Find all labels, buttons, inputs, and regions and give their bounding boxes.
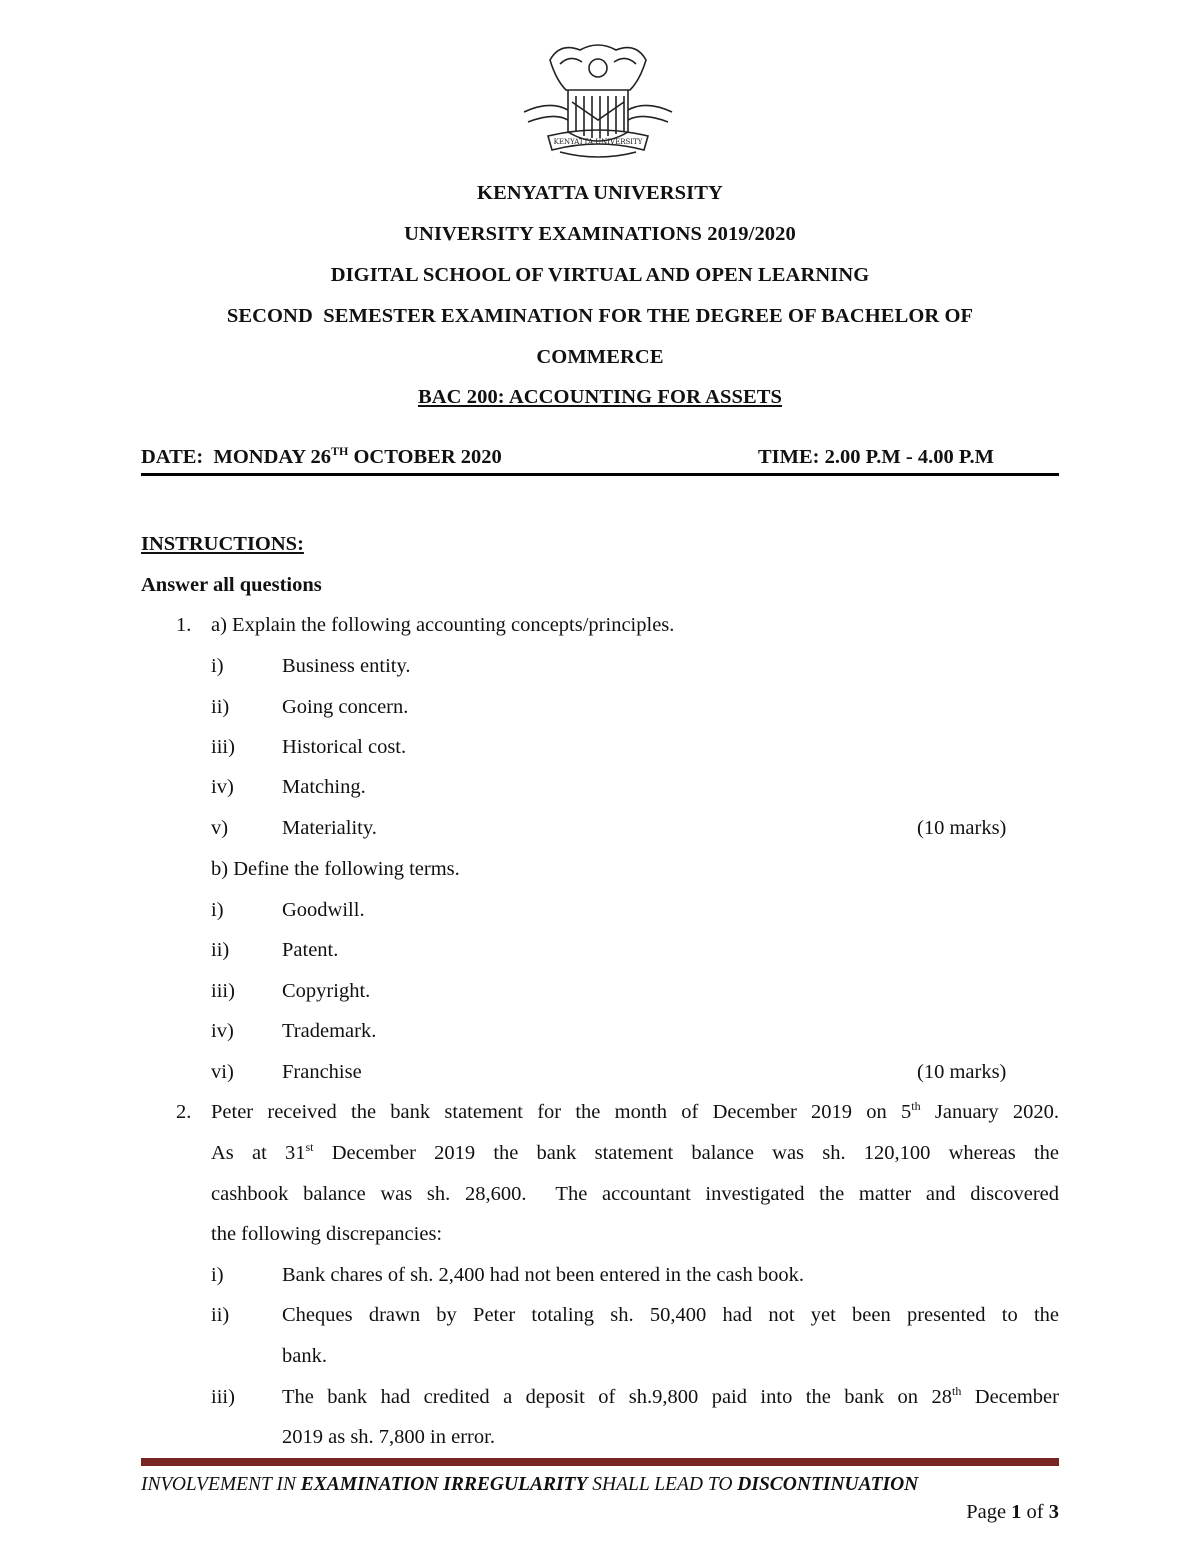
instructions-text: Answer all questions — [141, 574, 322, 596]
q1b-item-text: Franchise — [282, 1061, 362, 1083]
course-title: BAC 200: ACCOUNTING FOR ASSETS — [417, 386, 783, 408]
instructions-heading: INSTRUCTIONS: — [141, 533, 304, 555]
q2-item-text: Bank chares of sh. 2,400 had not been entered in the cash book. — [282, 1264, 805, 1286]
question-1-number: 1. — [176, 614, 192, 636]
date-time-line — [141, 446, 1059, 469]
q1a-item-num: iii) — [211, 736, 235, 758]
q1a-item-text: Matching. — [282, 776, 366, 798]
question-1a-prompt: a) Explain the following accounting concepts/principles. — [211, 614, 675, 636]
exam-title: UNIVERSITY EXAMINATIONS 2019/2020 — [404, 223, 796, 245]
q2-item-text: Cheques drawn by Peter totaling sh. 50,400 had not yet been presented to the — [282, 1304, 1059, 1326]
q2-item-continuation: 2019 as sh. 7,800 in error. — [282, 1426, 495, 1448]
footer-divider — [141, 1458, 1059, 1466]
q1a-item-text: Historical cost. — [282, 736, 407, 758]
question-1b-prompt: b) Define the following terms. — [211, 858, 460, 880]
q1b-item-num: iv) — [211, 1020, 234, 1042]
q1b-item-text: Copyright. — [282, 980, 371, 1002]
q1a-item-text: Business entity. — [282, 655, 411, 677]
q1b-item-num: vi) — [211, 1061, 234, 1083]
q2-line-3: cashbook balance was sh. 28,600. The accountant investigated the matter and discovered — [211, 1183, 1059, 1205]
q1b-item-text: Trademark. — [282, 1020, 377, 1042]
q2-line-4: the following discrepancies: — [211, 1223, 443, 1245]
crest-banner-text: KENYATTA UNIVERSITY — [553, 138, 643, 146]
q1a-marks: (10 marks) — [917, 817, 1007, 839]
q2-item-num: iii) — [211, 1386, 235, 1408]
degree-line-2: COMMERCE — [536, 346, 664, 368]
q1b-item-num: i) — [211, 899, 224, 921]
q1a-item-text: Materiality. — [282, 817, 377, 839]
q2-line-1: Peter received the bank statement for the month of December 2019 on 5th January 2020. — [211, 1099, 1059, 1123]
footer-warning: INVOLVEMENT IN EXAMINATION IRREGULARITY SHALL LEAD TO DISCONTINUATION — [141, 1474, 919, 1495]
university-crest-logo — [520, 40, 676, 164]
q1b-item-num: ii) — [211, 939, 230, 961]
q1a-item-num: v) — [211, 817, 229, 839]
question-2-number: 2. — [176, 1101, 192, 1123]
q1b-item-text: Goodwill. — [282, 899, 365, 921]
q1b-item-num: iii) — [211, 980, 235, 1002]
q1a-item-num: iv) — [211, 776, 234, 798]
university-name: KENYATTA UNIVERSITY — [477, 182, 723, 204]
exam-date: DATE: MONDAY 26TH OCTOBER 2020 — [141, 444, 502, 468]
q1a-item-num: i) — [211, 655, 224, 677]
q2-item-num: ii) — [211, 1304, 230, 1326]
q1a-item-text: Going concern. — [282, 696, 409, 718]
q2-item-text: The bank had credited a deposit of sh.9,800 paid into the bank on 28th December — [282, 1384, 1059, 1408]
exam-time: TIME: 2.00 P.M - 4.00 P.M — [758, 446, 994, 468]
degree-line-1: SECOND SEMESTER EXAMINATION FOR THE DEGREE OF BACHELOR OF — [226, 305, 974, 327]
header-divider — [141, 473, 1059, 476]
q2-item-num: i) — [211, 1264, 224, 1286]
q2-item-continuation: bank. — [282, 1345, 327, 1367]
school-name: DIGITAL SCHOOL OF VIRTUAL AND OPEN LEARNING — [330, 264, 870, 286]
q1b-marks: (10 marks) — [917, 1061, 1007, 1083]
page-number: Page 1 of 3 — [966, 1501, 1059, 1523]
q1b-item-text: Patent. — [282, 939, 339, 961]
q2-line-2: As at 31st December 2019 the bank statement balance was sh. 120,100 whereas the — [211, 1140, 1060, 1164]
q1a-item-num: ii) — [211, 696, 230, 718]
